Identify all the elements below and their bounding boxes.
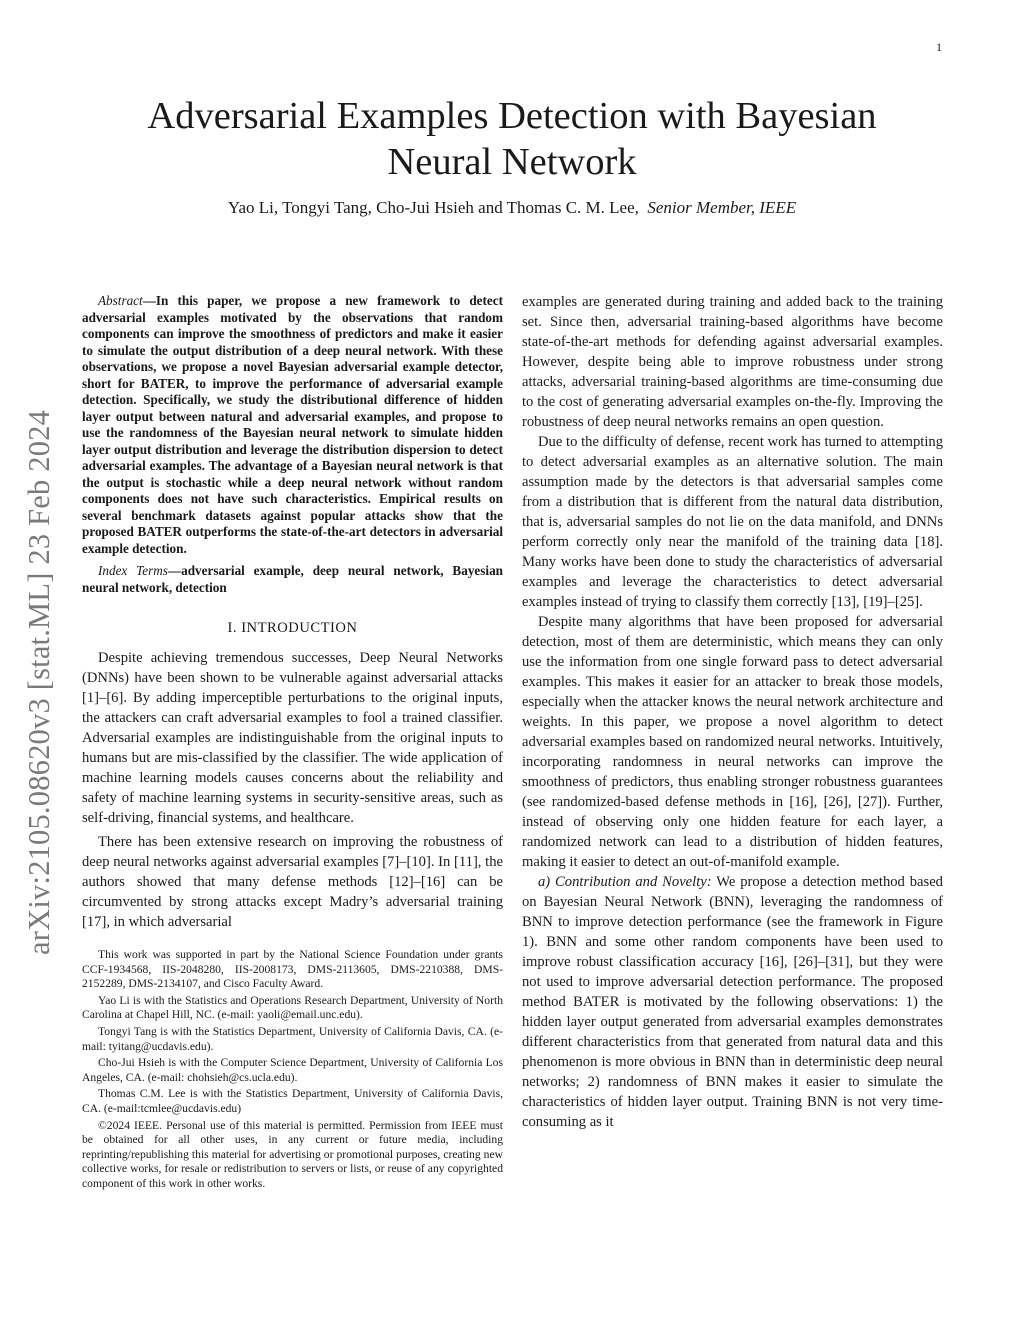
section-heading: I. INTRODUCTION	[227, 620, 358, 636]
footnote: Thomas C.M. Lee is with the Statistics Department, University of California Davis, CA. (e-mail:tcmlee@ucdavis.edu)	[82, 1087, 503, 1115]
paragraph: examples are generated during training and added back to the training set. Since then, adversarial training-based algorithms have become state-of-the-art methods for defending against adversarial examples. However, despite being able to improve robustness under strong attacks, adversarial training-based algorithms are time-consuming due to the cost of generating adversarial examples on-the-fly. Improving the robustness of deep neural networks remains an open question.	[522, 294, 943, 430]
paragraph: Despite many algorithms that have been proposed for adversarial detection, most of them are deterministic, which means they can only use the information from one single forward pass to detect adversarial examples. This makes it easier for an attacker to break those models, especially when the attacker knows the neural network architecture and weights. In this paper, we propose a novel algorithm to detect adversarial examples based on randomized neural networks. Intuitively, incorporating randomness in neural networks can improve the smoothness of predictors, thus enabling stronger robustness guarantees (see randomized-based defense methods in [16], [26], [27]). Further, instead of observing only one hidden feature for each layer, a randomized network can lead to a distribution of hidden features, making it easier to detect an out-of-manifold example.	[522, 614, 943, 870]
index-terms-label: Index Terms	[98, 563, 168, 578]
paper-title: Adversarial Examples Detection with Bayesian Neural Network	[147, 95, 877, 183]
contribution-label: a) Contribution and Novelty:	[538, 874, 712, 890]
abstract	[82, 293, 503, 557]
footnote: Cho-Jui Hsieh is with the Computer Science Department, University of California Los Angeles, CA. (e-mail: chohsieh@cs.ucla.edu).	[82, 1056, 503, 1084]
paragraph: Despite achieving tremendous successes, Deep Neural Networks (DNNs) have been shown to be vulnerable against adversarial attacks [1]–[6]. By adding imperceptible perturbations to the original inputs, the attackers can craft adversarial examples to fool a trained classifier. Adversarial examples are indistinguishable from the original inputs to humans but are mis-classified by the classifier. The wide application of machine learning models causes concerns about the reliability and safety of machine learning systems in security-sensitive areas, such as self-driving, financial systems, and healthcare.	[82, 650, 503, 826]
right-column	[522, 292, 943, 1132]
author-names: Yao Li, Tongyi Tang, Cho-Jui Hsieh and Thomas C. M. Lee,	[227, 198, 639, 217]
abstract-label: Abstract	[98, 293, 143, 308]
footnote: ©2024 IEEE. Personal use of this material is permitted. Permission from IEEE must be obtained for all other uses, in any current or future media, including reprinting/republishing this material for advertising or promotional purposes, creating new collective works, for resale or redistribution to servers or lists, or reuse of any copyrighted component of this work in other works.	[82, 1118, 503, 1190]
footnote: This work was supported in part by the National Science Foundation under grants CCF-1934568, IIS-2048280, IIS-2008173, DMS-2113605, DMS-2210388, DMS-2152289, DMS-2134107, and Cisco Faculty Award.	[82, 948, 503, 991]
footnote: Yao Li is with the Statistics and Operations Research Department, University of North Carolina at Chapel Hill, NC. (e-mail: yaoli@email.unc.edu).	[82, 993, 503, 1022]
paragraph: There has been extensive research on improving the robustness of deep neural networks against adversarial examples [7]–[10]. In [11], the authors showed that many defense methods [12]–[16] can be circumvented by strong attacks except Madry’s adversarial training [17], in which adversarial	[82, 834, 503, 930]
abstract-text: —In this paper, we propose a new framework to detect adversarial examples motivated by the observations that random components can improve the smoothness of predictors and make it easier to simulate the output distribution of a deep neural network. With these observations, we propose a novel Bayesian adversarial example detector, short for BATER, to improve the performance of adversarial example detection. Specifically, we study the distributional difference of hidden layer output between natural and adversarial examples, and propose to use the randomness of the Bayesian neural network to simulate hidden layer output distribution and leverage the distribution dispersion to detect adversarial examples. The advantage of a Bayesian neural network is that the output is stochastic while a deep neural network without random components does not have such characteristics. Empirical results on several benchmark datasets against popular attacks show that the proposed BATER outperforms the state-of-the-art detectors in adversarial example detection.	[82, 293, 503, 556]
author-membership: Senior Member, IEEE	[647, 198, 797, 217]
author-line	[100, 198, 924, 218]
paragraph: Due to the difficulty of defense, recent work has turned to attempting to detect adversarial examples as an alternative solution. The main assumption made by the detectors is that adversarial samples come from a distribution that is different from the natural data distribution, that is, adversarial samples do not lie on the data manifold, and DNNs perform correctly only near the manifold of the training data [18]. Many works have been done to study the characteristics of adversarial examples and leverage the characteristics to detect adversarial examples instead of trying to classify them correctly [13], [19]–[25].	[522, 434, 943, 610]
left-column	[82, 293, 503, 1192]
arxiv-stamp: arXiv:2105.08620v3 [stat.ML] 23 Feb 2024	[22, 409, 56, 955]
contribution-text: We propose a detection method based on Bayesian Neural Network (BNN), leveraging the randomness of BNN to improve detection performance (see the framework in Figure 1). BNN and some other random components have been used to improve robust classification accuracy [16], [26]–[31], but they were not used to improve adversarial detection performance. The proposed method BATER is motivated by the following observations: 1) the hidden layer output generated from adversarial examples demonstrates different characteristics from that generated from natural data and this phenomenon is more obvious in BNN than in deterministic deep neural networks; 2) randomness of BNN makes it easier to simulate the characteristics of hidden layer output. Training BNN is not very time-consuming as it	[522, 874, 943, 1130]
contribution-paragraph	[522, 872, 943, 1132]
index-terms-text: —adversarial example, deep neural network, Bayesian neural network, detection	[82, 563, 503, 595]
footnote: Tongyi Tang is with the Statistics Department, University of California Davis, CA. (e-mail: tyitang@ucdavis.edu).	[82, 1024, 503, 1053]
index-terms	[82, 563, 503, 596]
page-number: 1	[936, 40, 942, 54]
